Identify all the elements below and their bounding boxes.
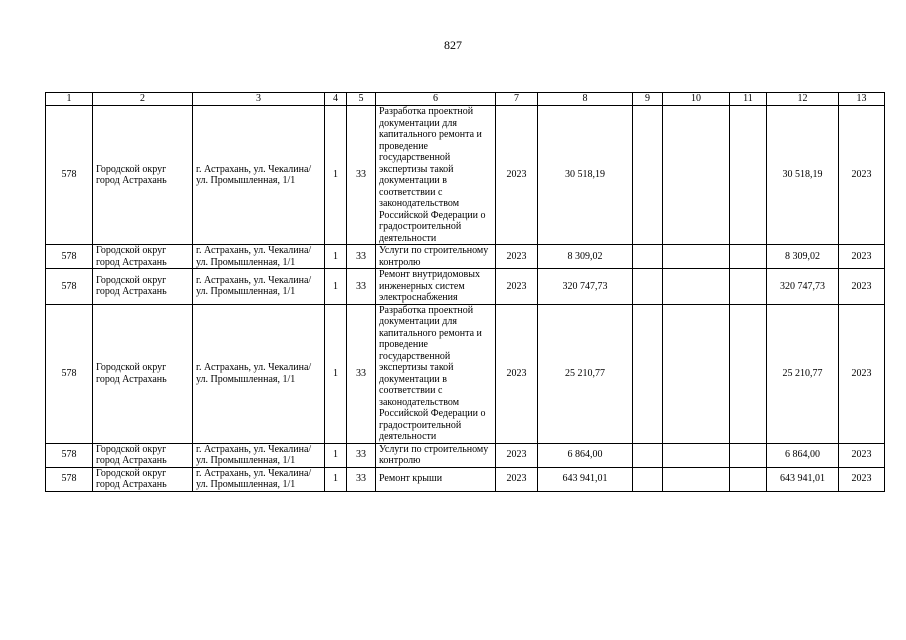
- row-number: 578: [46, 467, 93, 491]
- year-cell: 2023: [496, 304, 538, 443]
- row-number: 578: [46, 106, 93, 245]
- col4-cell: 1: [325, 467, 347, 491]
- municipality-cell: Городской округ город Астрахань: [93, 443, 193, 467]
- page-number: 827: [444, 38, 462, 52]
- table-row: [46, 106, 885, 245]
- col4-cell: 1: [325, 106, 347, 245]
- row-number: 578: [46, 443, 93, 467]
- municipality-cell: Городской округ город Астрахань: [93, 245, 193, 269]
- year-cell: 2023: [496, 443, 538, 467]
- column-header: 5: [347, 93, 376, 106]
- total-cost-cell: 25 210,77: [538, 304, 633, 443]
- work-type-cell: Разработка проектной документации для капитального ремонта и проведение государственной экспертизы такой документации в соответствии с законодательством Российской Федерации о градостроительной деятельности: [376, 304, 496, 443]
- col9-cell: [633, 106, 663, 245]
- work-type-cell: Разработка проектной документации для капитального ремонта и проведение государственной экспертизы такой документации в соответствии с законодательством Российской Федерации о градостроительной деятельности: [376, 106, 496, 245]
- col5-cell: 33: [347, 467, 376, 491]
- col10-cell: [663, 467, 730, 491]
- address-cell: г. Астрахань, ул. Чекалина/ ул. Промышленная, 1/1: [193, 467, 325, 491]
- total-cost-cell: 30 518,19: [538, 106, 633, 245]
- col13-cell: 2023: [839, 304, 885, 443]
- column-header: 11: [730, 93, 767, 106]
- column-header: 12: [767, 93, 839, 106]
- year-cell: 2023: [496, 245, 538, 269]
- col13-cell: 2023: [839, 443, 885, 467]
- column-header: 9: [633, 93, 663, 106]
- table-row: [46, 245, 885, 269]
- col11-cell: [730, 467, 767, 491]
- header-row: [46, 93, 885, 106]
- col12-cell: 25 210,77: [767, 304, 839, 443]
- column-header: 4: [325, 93, 347, 106]
- column-header: 7: [496, 93, 538, 106]
- col5-cell: 33: [347, 106, 376, 245]
- table-row: [46, 467, 885, 491]
- col10-cell: [663, 106, 730, 245]
- total-cost-cell: 643 941,01: [538, 467, 633, 491]
- work-type-cell: Услуги по строительному контролю: [376, 443, 496, 467]
- col9-cell: [633, 304, 663, 443]
- col4-cell: 1: [325, 269, 347, 305]
- col9-cell: [633, 269, 663, 305]
- col4-cell: 1: [325, 443, 347, 467]
- col10-cell: [663, 304, 730, 443]
- municipality-cell: Городской округ город Астрахань: [93, 106, 193, 245]
- address-cell: г. Астрахань, ул. Чекалина/ ул. Промышленная, 1/1: [193, 106, 325, 245]
- work-type-cell: Услуги по строительному контролю: [376, 245, 496, 269]
- address-cell: г. Астрахань, ул. Чекалина/ ул. Промышленная, 1/1: [193, 304, 325, 443]
- row-number: 578: [46, 269, 93, 305]
- col11-cell: [730, 443, 767, 467]
- year-cell: 2023: [496, 269, 538, 305]
- col9-cell: [633, 443, 663, 467]
- col11-cell: [730, 269, 767, 305]
- col12-cell: 30 518,19: [767, 106, 839, 245]
- col5-cell: 33: [347, 443, 376, 467]
- total-cost-cell: 8 309,02: [538, 245, 633, 269]
- column-header: 3: [193, 93, 325, 106]
- col11-cell: [730, 304, 767, 443]
- col13-cell: 2023: [839, 245, 885, 269]
- col12-cell: 643 941,01: [767, 467, 839, 491]
- total-cost-cell: 320 747,73: [538, 269, 633, 305]
- col12-cell: 6 864,00: [767, 443, 839, 467]
- col10-cell: [663, 443, 730, 467]
- year-cell: 2023: [496, 106, 538, 245]
- address-cell: г. Астрахань, ул. Чекалина/ ул. Промышленная, 1/1: [193, 245, 325, 269]
- row-number: 578: [46, 245, 93, 269]
- col11-cell: [730, 106, 767, 245]
- col4-cell: 1: [325, 304, 347, 443]
- address-cell: г. Астрахань, ул. Чекалина/ ул. Промышленная, 1/1: [193, 269, 325, 305]
- col11-cell: [730, 245, 767, 269]
- year-cell: 2023: [496, 467, 538, 491]
- works-table: [45, 92, 885, 492]
- municipality-cell: Городской округ город Астрахань: [93, 269, 193, 305]
- col13-cell: 2023: [839, 106, 885, 245]
- col5-cell: 33: [347, 269, 376, 305]
- table-row: [46, 269, 885, 305]
- col4-cell: 1: [325, 245, 347, 269]
- row-number: 578: [46, 304, 93, 443]
- municipality-cell: Городской округ город Астрахань: [93, 467, 193, 491]
- work-type-cell: Ремонт крыши: [376, 467, 496, 491]
- column-header: 2: [93, 93, 193, 106]
- column-header: 1: [46, 93, 93, 106]
- col13-cell: 2023: [839, 269, 885, 305]
- column-header: 13: [839, 93, 885, 106]
- table-row: [46, 443, 885, 467]
- work-type-cell: Ремонт внутридомовых инженерных систем электроснабжения: [376, 269, 496, 305]
- column-header: 8: [538, 93, 633, 106]
- col10-cell: [663, 245, 730, 269]
- municipality-cell: Городской округ город Астрахань: [93, 304, 193, 443]
- col5-cell: 33: [347, 304, 376, 443]
- table-row: [46, 304, 885, 443]
- column-header: 6: [376, 93, 496, 106]
- col9-cell: [633, 467, 663, 491]
- column-header: 10: [663, 93, 730, 106]
- col12-cell: 8 309,02: [767, 245, 839, 269]
- col12-cell: 320 747,73: [767, 269, 839, 305]
- col10-cell: [663, 269, 730, 305]
- address-cell: г. Астрахань, ул. Чекалина/ ул. Промышленная, 1/1: [193, 443, 325, 467]
- col13-cell: 2023: [839, 467, 885, 491]
- col9-cell: [633, 245, 663, 269]
- total-cost-cell: 6 864,00: [538, 443, 633, 467]
- col5-cell: 33: [347, 245, 376, 269]
